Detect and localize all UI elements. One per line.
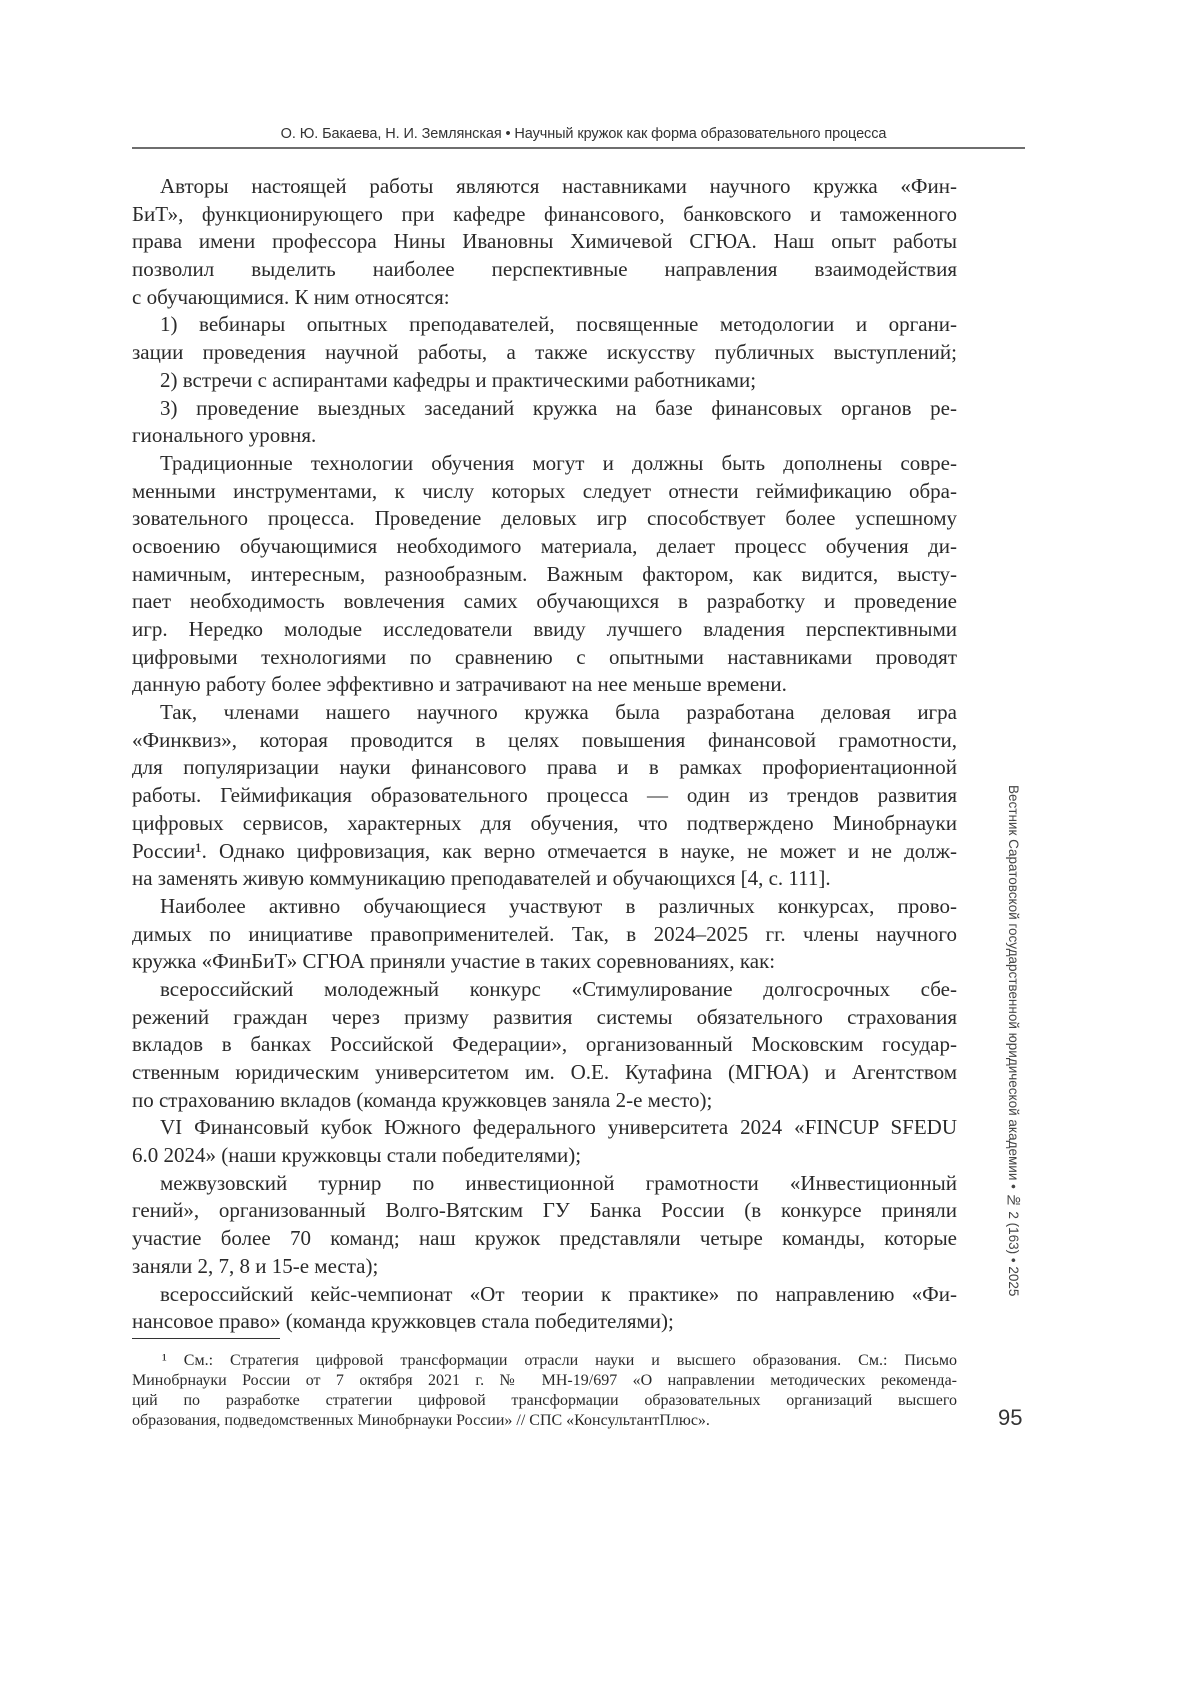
paragraph xyxy=(132,699,957,893)
text-line: с обучающимися. К ним относятся: xyxy=(132,284,957,312)
text-line: для популяризации науки финансового права и в рамках профориентационной xyxy=(132,754,957,782)
paragraph xyxy=(132,1281,957,1336)
footnote-line: образования, подведомственных Минобрнауки России» // СПС «КонсультантПлюс». xyxy=(132,1411,957,1431)
body-text xyxy=(132,173,957,1336)
text-line: всероссийский кейс-чемпионат «От теории к практике» по направлению «Фи- xyxy=(132,1281,957,1309)
footnote-rule xyxy=(132,1338,280,1339)
text-line: режений граждан через призму развития системы обязательного страхования xyxy=(132,1004,957,1032)
text-line: зации проведения научной работы, а также искусству публичных выступлений; xyxy=(132,339,957,367)
text-line: межвузовский турнир по инвестиционной грамотности «Инвестиционный xyxy=(132,1170,957,1198)
text-line: позволил выделить наиболее перспективные направления взаимодействия xyxy=(132,256,957,284)
paragraph xyxy=(132,1114,957,1169)
text-line: вкладов в банках Российской Федерации», организованный Московским государ- xyxy=(132,1031,957,1059)
paragraph xyxy=(132,367,957,395)
text-line: зовательного процесса. Проведение деловых игр способствует более успешному xyxy=(132,505,957,533)
text-line: работы. Геймификация образовательного процесса — один из трендов развития xyxy=(132,782,957,810)
text-line: права имени профессора Нины Ивановны Химичевой СГЮА. Наш опыт работы xyxy=(132,228,957,256)
text-line: России¹. Однако цифровизация, как верно отмечается в науке, не может и не долж- xyxy=(132,838,957,866)
text-line: гений», организованный Волго-Вятским ГУ Банка России (в конкурсе приняли xyxy=(132,1197,957,1225)
text-line: Традиционные технологии обучения могут и должны быть дополнены совре- xyxy=(132,450,957,478)
text-line: нансовое право» (команда кружковцев стала победителями); xyxy=(132,1308,957,1336)
page-number: 95 xyxy=(998,1405,1022,1431)
text-line: Авторы настоящей работы являются наставниками научного кружка «Фин- xyxy=(132,173,957,201)
text-line: ственным юридическим университетом им. О.Е. Кутафина (МГЮА) и Агентством xyxy=(132,1059,957,1087)
text-line: Так, членами нашего научного кружка была разработана деловая игра xyxy=(132,699,957,727)
text-line: пает необходимость вовлечения самих обучающихся в разработку и проведение xyxy=(132,588,957,616)
text-line: «Финквиз», которая проводится в целях повышения финансовой грамотности, xyxy=(132,727,957,755)
text-line: цифровых сервисов, характерных для обучения, что подтверждено Минобрнауки xyxy=(132,810,957,838)
text-line: кружка «ФинБиТ» СГЮА приняли участие в таких соревнованиях, как: xyxy=(132,948,957,976)
text-line: димых по инициативе правоприменителей. Так, в 2024–2025 гг. члены научного xyxy=(132,921,957,949)
footnote xyxy=(132,1351,957,1431)
paragraph xyxy=(132,450,957,699)
text-line: Наиболее активно обучающиеся участвуют в различных конкурсах, прово- xyxy=(132,893,957,921)
text-line: цифровыми технологиями по сравнению с опытными наставниками проводят xyxy=(132,644,957,672)
text-line: VI Финансовый кубок Южного федерального университета 2024 «FINCUP SFEDU xyxy=(132,1114,957,1142)
paragraph xyxy=(132,311,957,366)
text-line: намичным, интересным, разнообразным. Важным фактором, как видится, высту- xyxy=(132,561,957,589)
running-head: О. Ю. Бакаева, Н. И. Землянская • Научный кружок как форма образовательного процесса xyxy=(132,126,913,142)
text-line: гионального уровня. xyxy=(132,422,957,450)
paragraph xyxy=(132,893,957,976)
footnote-line: ¹ См.: Стратегия цифровой трансформации отрасли науки и высшего образования. См.: Письмо xyxy=(132,1351,957,1371)
text-line: менными инструментами, к числу которых следует отнести геймификацию обра- xyxy=(132,478,957,506)
text-line: участие более 70 команд; наш кружок представляли четыре команды, которые xyxy=(132,1225,957,1253)
paragraph xyxy=(132,1170,957,1281)
footnote-line: ций по разработке стратегии цифровой трансформации образовательных организаций высшего xyxy=(132,1391,957,1411)
text-line: заняли 2, 7, 8 и 15-е места); xyxy=(132,1253,957,1281)
text-line: БиТ», функционирующего при кафедре финансового, банковского и таможенного xyxy=(132,201,957,229)
text-line: данную работу более эффективно и затрачивают на нее меньше времени. xyxy=(132,671,957,699)
paragraph xyxy=(132,395,957,450)
text-line: игр. Нередко молодые исследователи ввиду лучшего владения перспективными xyxy=(132,616,957,644)
text-line: на заменять живую коммуникацию преподавателей и обучающихся [4, с. 111]. xyxy=(132,865,957,893)
header-rule xyxy=(132,147,1025,149)
text-line: 1) вебинары опытных преподавателей, посвященные методологии и органи- xyxy=(132,311,957,339)
journal-side-title: Вестник Саратовской государственной юридической академии • № 2 (163) • 2025 xyxy=(1006,785,1021,1285)
text-line: 2) встречи с аспирантами кафедры и практическими работниками; xyxy=(132,367,957,395)
paragraph xyxy=(132,976,957,1114)
text-line: по страхованию вкладов (команда кружковцев заняла 2-е место); xyxy=(132,1087,957,1115)
paragraph xyxy=(132,173,957,311)
text-line: 3) проведение выездных заседаний кружка на базе финансовых органов ре- xyxy=(132,395,957,423)
footnote-line: Минобрнауки России от 7 октября 2021 г. № МН-19/697 «О направлении методических рекоменда- xyxy=(132,1371,957,1391)
text-line: всероссийский молодежный конкурс «Стимулирование долгосрочных сбе- xyxy=(132,976,957,1004)
text-line: 6.0 2024» (наши кружковцы стали победителями); xyxy=(132,1142,957,1170)
text-line: освоению обучающимися необходимого материала, делает процесс обучения ди- xyxy=(132,533,957,561)
